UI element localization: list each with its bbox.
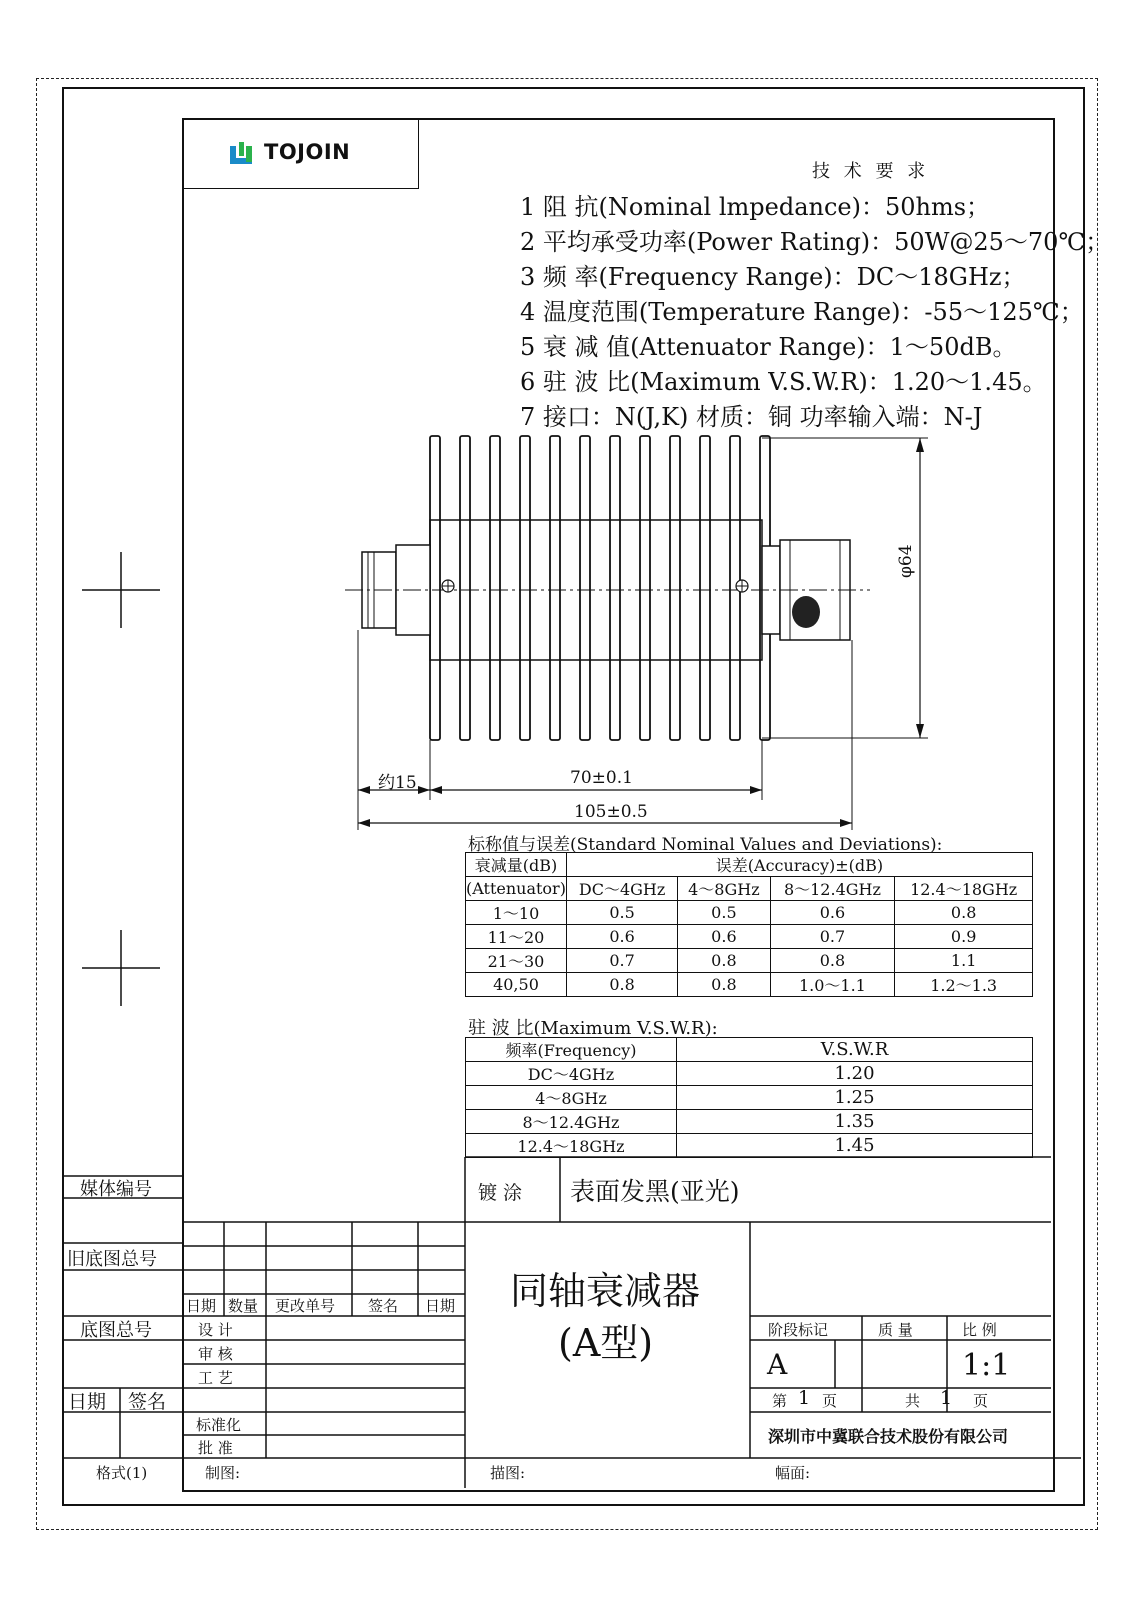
band-header: 4～8GHz bbox=[678, 877, 770, 901]
signature-label: 签名 bbox=[128, 1391, 167, 1413]
value-cell: 0.7 bbox=[770, 925, 895, 949]
sheet-number: 1 bbox=[798, 1387, 811, 1409]
vswr-cell: 1.45 bbox=[677, 1134, 1033, 1158]
plating-label: 镀 涂 bbox=[478, 1182, 523, 1204]
freq-cell: 8～12.4GHz bbox=[466, 1110, 677, 1134]
total-unit: 页 bbox=[973, 1392, 989, 1410]
footer-size: 幅面: bbox=[775, 1464, 811, 1482]
vswr-table-title: 驻 波 比(Maximum V.S.W.R): bbox=[468, 1018, 718, 1039]
value-cell: 0.6 bbox=[770, 901, 895, 925]
value-cell: 0.7 bbox=[566, 949, 677, 973]
value-cell: 0.6 bbox=[566, 925, 677, 949]
base-number-label: 底图总号 bbox=[80, 1320, 152, 1341]
vswr-cell: 1.35 bbox=[677, 1110, 1033, 1134]
range-cell: 40,50 bbox=[466, 973, 567, 997]
media-number-label: 媒体编号 bbox=[80, 1179, 152, 1200]
stage-mark-label: 阶段标记 bbox=[768, 1321, 829, 1339]
freq-cell: 12.4～18GHz bbox=[466, 1134, 677, 1158]
total-prefix: 共 bbox=[905, 1392, 921, 1410]
value-cell: 0.8 bbox=[895, 901, 1033, 925]
weight-label: 质 量 bbox=[878, 1321, 913, 1339]
table-row bbox=[466, 1134, 1033, 1158]
vswr-value-header: V.S.W.R bbox=[677, 1038, 1033, 1062]
nominal-values-table bbox=[465, 852, 1033, 997]
dimension-diameter: φ64 bbox=[896, 544, 916, 578]
value-cell: 0.8 bbox=[770, 949, 895, 973]
freq-cell: DC～4GHz bbox=[466, 1062, 677, 1086]
rev-header-qty: 数量 bbox=[228, 1297, 259, 1315]
accuracy-header: 误差(Accuracy)±(dB) bbox=[566, 853, 1032, 877]
value-cell: 0.9 bbox=[895, 925, 1033, 949]
rev-header-signature: 签名 bbox=[368, 1297, 399, 1315]
table-row bbox=[466, 1062, 1033, 1086]
stage-value: A bbox=[767, 1348, 788, 1381]
value-cell: 1.2～1.3 bbox=[895, 973, 1033, 997]
band-header: 8～12.4GHz bbox=[770, 877, 895, 901]
scale-label: 比 例 bbox=[962, 1321, 997, 1339]
total-number: 1 bbox=[940, 1387, 953, 1409]
value-cell: 0.8 bbox=[566, 973, 677, 997]
logo-text: TOJOIN bbox=[264, 140, 351, 164]
vswr-table bbox=[465, 1037, 1033, 1158]
freq-cell: 4～8GHz bbox=[466, 1086, 677, 1110]
value-cell: 0.6 bbox=[678, 925, 770, 949]
requirements-heading: 技 术 要 求 bbox=[812, 161, 930, 182]
nominal-col0-bottom: (Attenuator) bbox=[466, 877, 567, 901]
scale-value: 1:1 bbox=[962, 1348, 1011, 1383]
sheet-prefix: 第 bbox=[772, 1392, 788, 1410]
vswr-cell: 1.25 bbox=[677, 1086, 1033, 1110]
table-row bbox=[466, 1110, 1033, 1134]
dimension-connector-length: 约15 bbox=[378, 773, 417, 793]
dimension-total-length: 105±0.5 bbox=[574, 802, 648, 822]
vswr-freq-header: 频率(Frequency) bbox=[466, 1038, 677, 1062]
rev-header-date: 日期 bbox=[186, 1297, 217, 1315]
req-attenuation: 5 衰 减 值(Attenuator Range)：1～50dB。 bbox=[520, 333, 1017, 361]
vswr-cell: 1.20 bbox=[677, 1062, 1033, 1086]
req-temperature: 4 温度范围(Temperature Range)：-55～125℃； bbox=[520, 298, 1084, 326]
value-cell: 0.5 bbox=[566, 901, 677, 925]
range-cell: 21～30 bbox=[466, 949, 567, 973]
date-label: 日期 bbox=[68, 1391, 107, 1413]
approve-label: 批 准 bbox=[198, 1439, 233, 1457]
table-row bbox=[466, 925, 1033, 949]
value-cell: 0.8 bbox=[678, 949, 770, 973]
old-base-number-label: 旧底图总号 bbox=[67, 1249, 157, 1270]
table-row bbox=[466, 949, 1033, 973]
product-name: 同轴衰减器 bbox=[510, 1269, 701, 1313]
plating-value: 表面发黑(亚光) bbox=[570, 1177, 740, 1206]
nominal-table-title: 标称值与误差(Standard Nominal Values and Deviations): bbox=[468, 835, 943, 855]
footer-traced: 描图: bbox=[490, 1464, 526, 1482]
value-cell: 1.0～1.1 bbox=[770, 973, 895, 997]
nominal-col0-top: 衰减量(dB) bbox=[466, 853, 567, 877]
review-label: 审 核 bbox=[198, 1345, 233, 1363]
table-row bbox=[466, 973, 1033, 997]
req-vswr: 6 驻 波 比(Maximum V.S.W.R)：1.20～1.45。 bbox=[520, 368, 1047, 396]
product-type: (A型) bbox=[558, 1321, 654, 1365]
req-impedance: 1 阻 抗(Nominal lmpedance)：50hms； bbox=[520, 193, 991, 221]
design-label: 设 计 bbox=[198, 1321, 233, 1339]
table-row bbox=[466, 901, 1033, 925]
req-power: 2 平均承受功率(Power Rating)：50W@25～70℃； bbox=[520, 228, 1110, 256]
company-name: 深圳市中冀联合技术股份有限公司 bbox=[768, 1427, 1009, 1446]
req-frequency: 3 频 率(Frequency Range)：DC～18GHz； bbox=[520, 263, 1026, 291]
value-cell: 0.8 bbox=[678, 973, 770, 997]
footer-format: 格式(1) bbox=[96, 1464, 148, 1482]
rev-header-change-no: 更改单号 bbox=[275, 1297, 336, 1315]
logo-box bbox=[182, 118, 419, 189]
logo-icon bbox=[230, 142, 260, 164]
range-cell: 1～10 bbox=[466, 901, 567, 925]
value-cell: 0.5 bbox=[678, 901, 770, 925]
standardization-label: 标准化 bbox=[196, 1416, 242, 1434]
sheet-unit: 页 bbox=[822, 1392, 838, 1410]
req-interface: 7 接口：N(J,K) 材质：铜 功率输入端：N-J bbox=[520, 403, 983, 431]
value-cell: 1.1 bbox=[895, 949, 1033, 973]
band-header: 12.4～18GHz bbox=[895, 877, 1033, 901]
dimension-body-length: 70±0.1 bbox=[570, 768, 633, 788]
rev-header-date2: 日期 bbox=[425, 1297, 456, 1315]
table-row bbox=[466, 1086, 1033, 1110]
band-header: DC～4GHz bbox=[566, 877, 677, 901]
process-label: 工 艺 bbox=[198, 1369, 233, 1387]
footer-drawn: 制图: bbox=[205, 1464, 241, 1482]
range-cell: 11～20 bbox=[466, 925, 567, 949]
